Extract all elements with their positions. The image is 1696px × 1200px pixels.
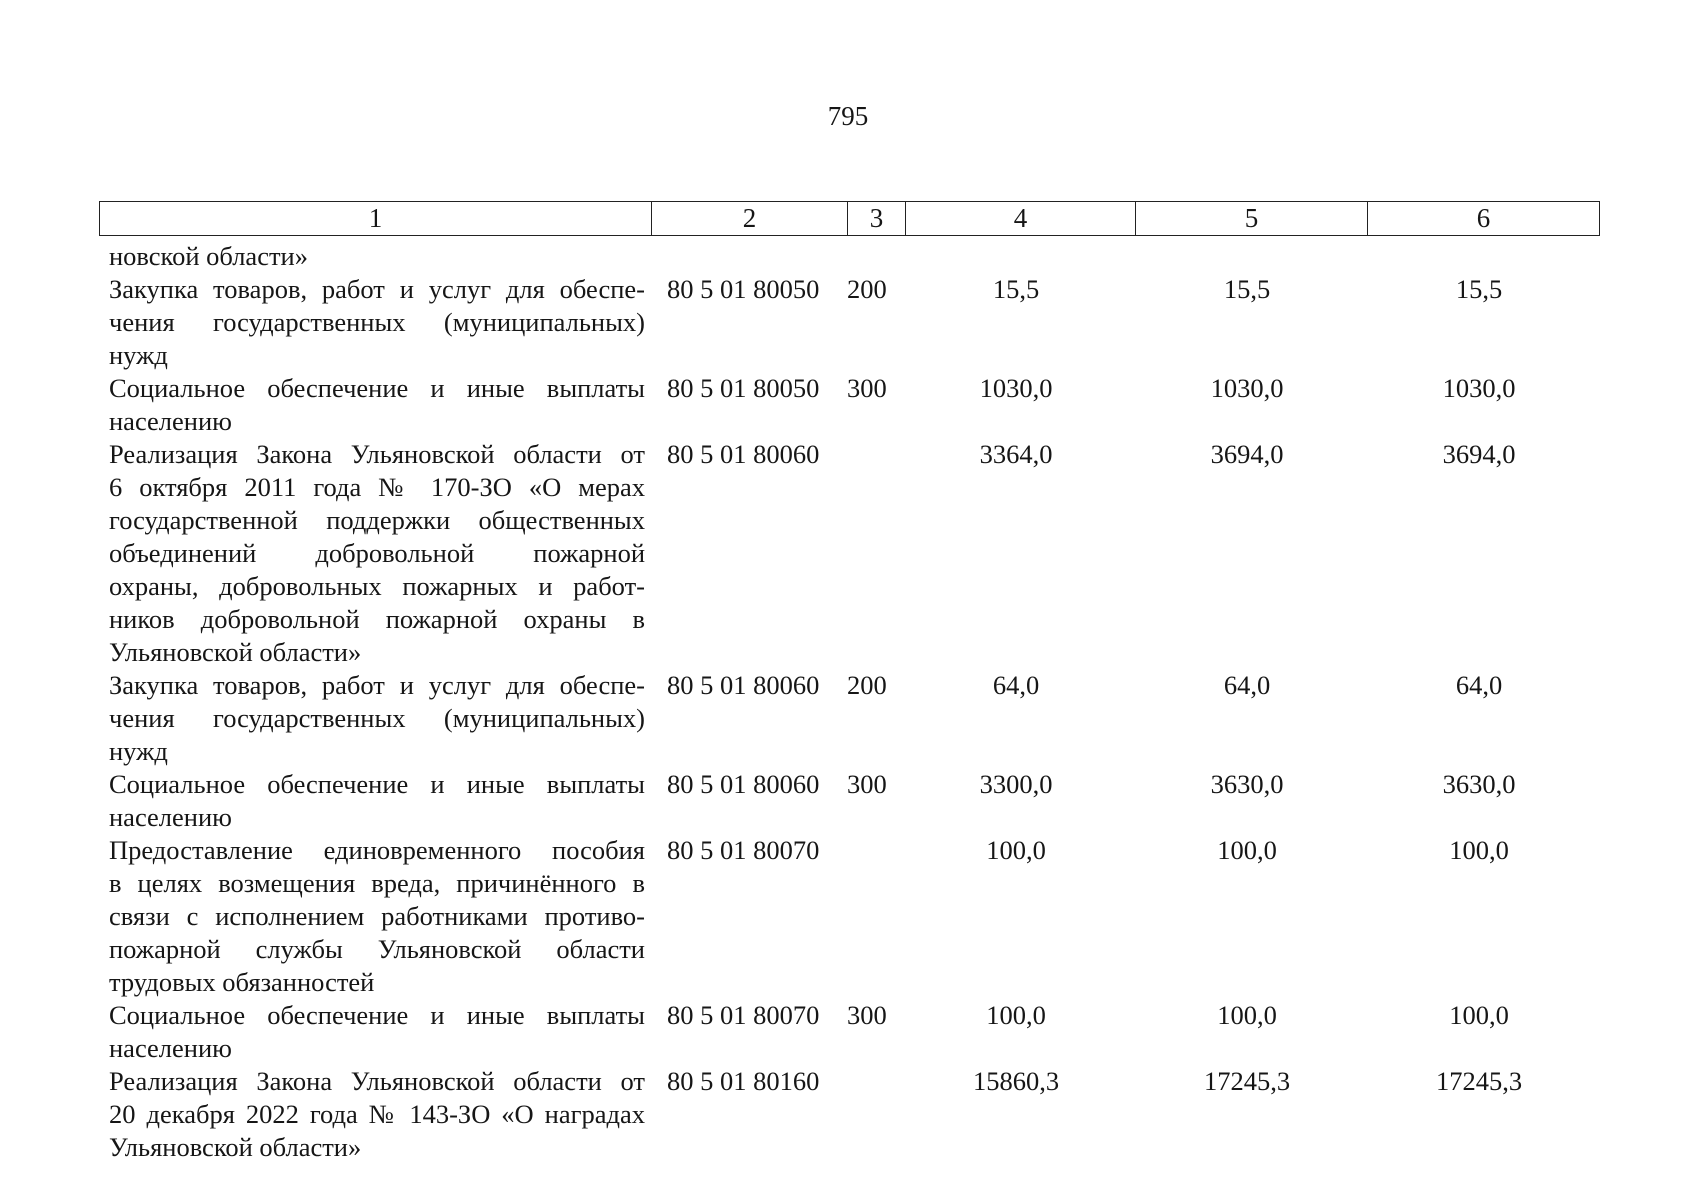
description-line: Социальное обеспечение и иные выплаты	[109, 1000, 645, 1030]
description-line: связи с исполнением работниками противо-	[109, 901, 645, 931]
header-col-4: 4	[906, 202, 1136, 236]
row-value-6: 100,0	[1449, 1000, 1509, 1030]
table-body	[109, 240, 1599, 1164]
header-row	[100, 202, 1600, 236]
row-value-4: 3364,0	[979, 439, 1053, 469]
row-type: 300	[847, 769, 887, 799]
row-value-6: 100,0	[1449, 835, 1509, 865]
table-row	[109, 372, 1599, 438]
row-value-5: 100,0	[1217, 1000, 1277, 1030]
table-row	[109, 240, 1599, 273]
header-col-5: 5	[1136, 202, 1368, 236]
row-code: 80 5 01 80160	[667, 1066, 820, 1096]
description-line: охраны, добровольных пожарных и работ-	[109, 571, 645, 601]
description-line: трудовых обязанностей	[109, 967, 375, 997]
table-row	[109, 438, 1599, 669]
row-code: 80 5 01 80050	[667, 373, 820, 403]
description-line: Реализация Закона Ульяновской области от	[109, 439, 645, 469]
row-code: 80 5 01 80060	[667, 769, 820, 799]
header-col-6: 6	[1368, 202, 1600, 236]
row-type: 300	[847, 373, 887, 403]
table-row	[109, 834, 1599, 999]
description-line: новской области»	[109, 241, 308, 271]
row-value-4: 15860,3	[972, 1066, 1060, 1096]
description-line: в целях возмещения вреда, причинённого в	[109, 868, 645, 898]
row-code: 80 5 01 80070	[667, 835, 820, 865]
table-row	[109, 999, 1599, 1065]
description-line: Закупка товаров, работ и услуг для обеспе-	[109, 670, 645, 700]
row-value-4: 100,0	[986, 835, 1046, 865]
row-value-6: 3630,0	[1442, 769, 1516, 799]
description-line: Закупка товаров, работ и услуг для обеспе-	[109, 274, 645, 304]
description-line: Предоставление единовременного пособия	[109, 835, 645, 865]
row-value-6: 17245,3	[1435, 1066, 1523, 1096]
table-header	[99, 201, 1600, 236]
description-line: населению	[109, 1033, 232, 1063]
row-value-6: 1030,0	[1442, 373, 1516, 403]
row-description	[109, 372, 645, 438]
row-type: 300	[847, 1000, 887, 1030]
header-col-2: 2	[652, 202, 848, 236]
page-number: 795	[827, 101, 869, 131]
row-value-6: 64,0	[1455, 670, 1503, 700]
row-value-4: 15,5	[992, 274, 1040, 304]
description-line: государственной поддержки общественных	[109, 505, 645, 535]
description-line: Социальное обеспечение и иные выплаты	[109, 373, 645, 403]
row-code: 80 5 01 80050	[667, 274, 820, 304]
row-value-4: 3300,0	[979, 769, 1053, 799]
row-value-6: 3694,0	[1442, 439, 1516, 469]
row-type: 200	[847, 670, 887, 700]
row-value-5: 3694,0	[1210, 439, 1284, 469]
row-value-5: 15,5	[1223, 274, 1271, 304]
table-row	[109, 1065, 1599, 1164]
description-line: Ульяновской области»	[109, 637, 362, 667]
description-line: нужд	[109, 340, 168, 370]
row-value-4: 100,0	[986, 1000, 1046, 1030]
row-code: 80 5 01 80070	[667, 1000, 820, 1030]
row-value-5: 3630,0	[1210, 769, 1284, 799]
description-line: нужд	[109, 736, 168, 766]
table-row	[109, 273, 1599, 372]
description-line: пожарной службы Ульяновской области	[109, 934, 645, 964]
row-description	[109, 669, 645, 768]
description-line: населению	[109, 406, 232, 436]
row-value-5: 64,0	[1223, 670, 1271, 700]
row-description	[109, 834, 645, 999]
header-col-3: 3	[848, 202, 906, 236]
description-line: Реализация Закона Ульяновской области от	[109, 1066, 645, 1096]
description-line: чения государственных (муниципальных)	[109, 703, 645, 733]
description-line: 20 декабря 2022 года № 143-ЗО «О наградах	[109, 1099, 645, 1129]
row-code: 80 5 01 80060	[667, 439, 820, 469]
row-description	[109, 438, 645, 669]
row-value-4: 1030,0	[979, 373, 1053, 403]
row-description	[109, 768, 645, 834]
row-description	[109, 273, 645, 372]
row-description	[109, 999, 645, 1065]
row-value-4: 64,0	[992, 670, 1040, 700]
row-value-5: 17245,3	[1203, 1066, 1291, 1096]
row-description	[109, 240, 645, 273]
row-description	[109, 1065, 645, 1164]
row-value-6: 15,5	[1455, 274, 1503, 304]
description-line: чения государственных (муниципальных)	[109, 307, 645, 337]
row-value-5: 1030,0	[1210, 373, 1284, 403]
row-type: 200	[847, 274, 887, 304]
header-col-1: 1	[100, 202, 652, 236]
description-line: населению	[109, 802, 232, 832]
description-line: ников добровольной пожарной охраны в	[109, 604, 645, 634]
description-line: Ульяновской области»	[109, 1132, 362, 1162]
table-row	[109, 768, 1599, 834]
table-row	[109, 669, 1599, 768]
row-code: 80 5 01 80060	[667, 670, 820, 700]
description-line: объединений добровольной пожарной	[109, 538, 645, 568]
description-line: Социальное обеспечение и иные выплаты	[109, 769, 645, 799]
description-line: 6 октября 2011 года № 170-ЗО «О мерах	[109, 472, 645, 502]
row-value-5: 100,0	[1217, 835, 1277, 865]
